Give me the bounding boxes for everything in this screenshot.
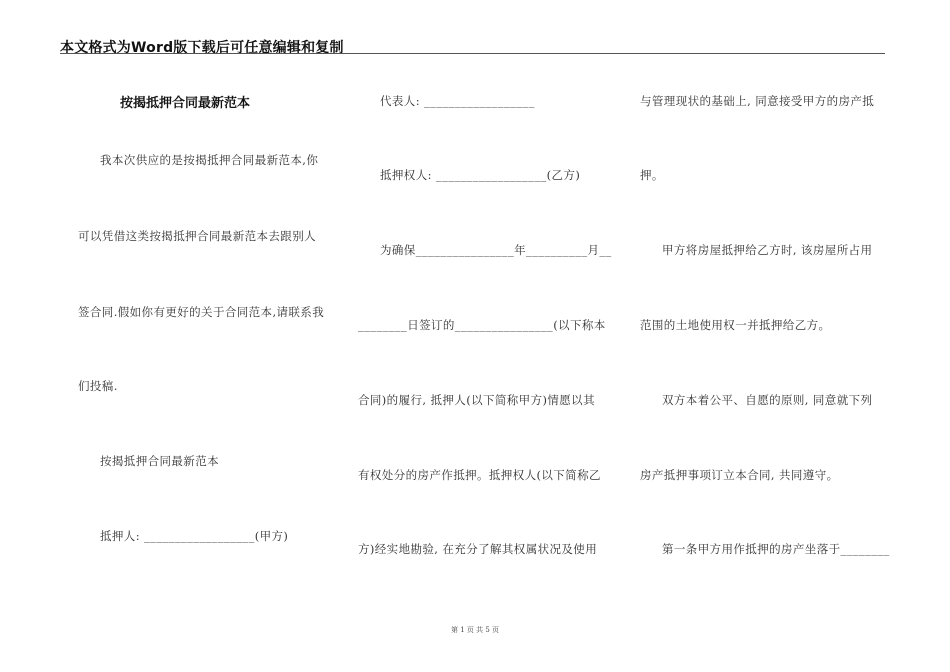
paragraph-line: 签合同.假如你有更好的关于合同范本,请联系我: [78, 305, 325, 319]
paragraph-line: 为确保________________年__________月__: [380, 243, 612, 257]
paragraph-line: 甲方将房屋抵押给乙方时, 该房屋所占用: [662, 243, 873, 257]
paragraph-line: 与管理现状的基础上, 同意接受甲方的房产抵: [640, 94, 875, 108]
text-column-2: [358, 0, 610, 620]
document-header-banner: 本文格式为Word版下载后可任意编辑和复制: [60, 40, 344, 56]
text-column-3: [640, 0, 888, 620]
representative-field: 代表人: __________________: [380, 94, 535, 108]
paragraph-line: 有权处分的房产作抵押。抵押权人(以下简称乙: [358, 468, 601, 482]
clause-line: 第一条甲方用作抵押的房产坐落于________: [662, 542, 890, 556]
paragraph-line: 押。: [640, 168, 664, 182]
paragraph-line: 可以凭借这类按揭抵押合同最新范本去跟别人: [78, 229, 316, 243]
mortgagee-field: 抵押权人: __________________(乙方): [380, 168, 581, 182]
paragraph-line: 我本次供应的是按揭抵押合同最新范本,你: [100, 153, 319, 167]
paragraph-line: 房产抵押事项订立本合同, 共同遵守。: [640, 468, 839, 482]
paragraph-line: 双方本着公平、自愿的原则, 同意就下列: [662, 393, 873, 407]
document-title: 按揭抵押合同最新范本: [120, 96, 251, 111]
section-heading: 按揭抵押合同最新范本: [100, 454, 219, 468]
paragraph-line: 方)经实地勘验, 在充分了解其权属状况及使用: [358, 542, 598, 556]
paragraph-line: 合同)的履行, 抵押人(以下简称甲方)情愿以其: [358, 393, 595, 407]
text-column-1: [78, 0, 328, 620]
paragraph-line: 们投稿.: [78, 379, 118, 393]
mortgagor-field: 抵押人: __________________(甲方): [100, 529, 289, 543]
paragraph-line: ________日签订的________________(以下称本: [358, 318, 606, 332]
paragraph-line: 范围的土地使用权一并抵押给乙方。: [640, 318, 831, 332]
page-number-footer: 第 1 页 共 5 页: [450, 626, 500, 634]
